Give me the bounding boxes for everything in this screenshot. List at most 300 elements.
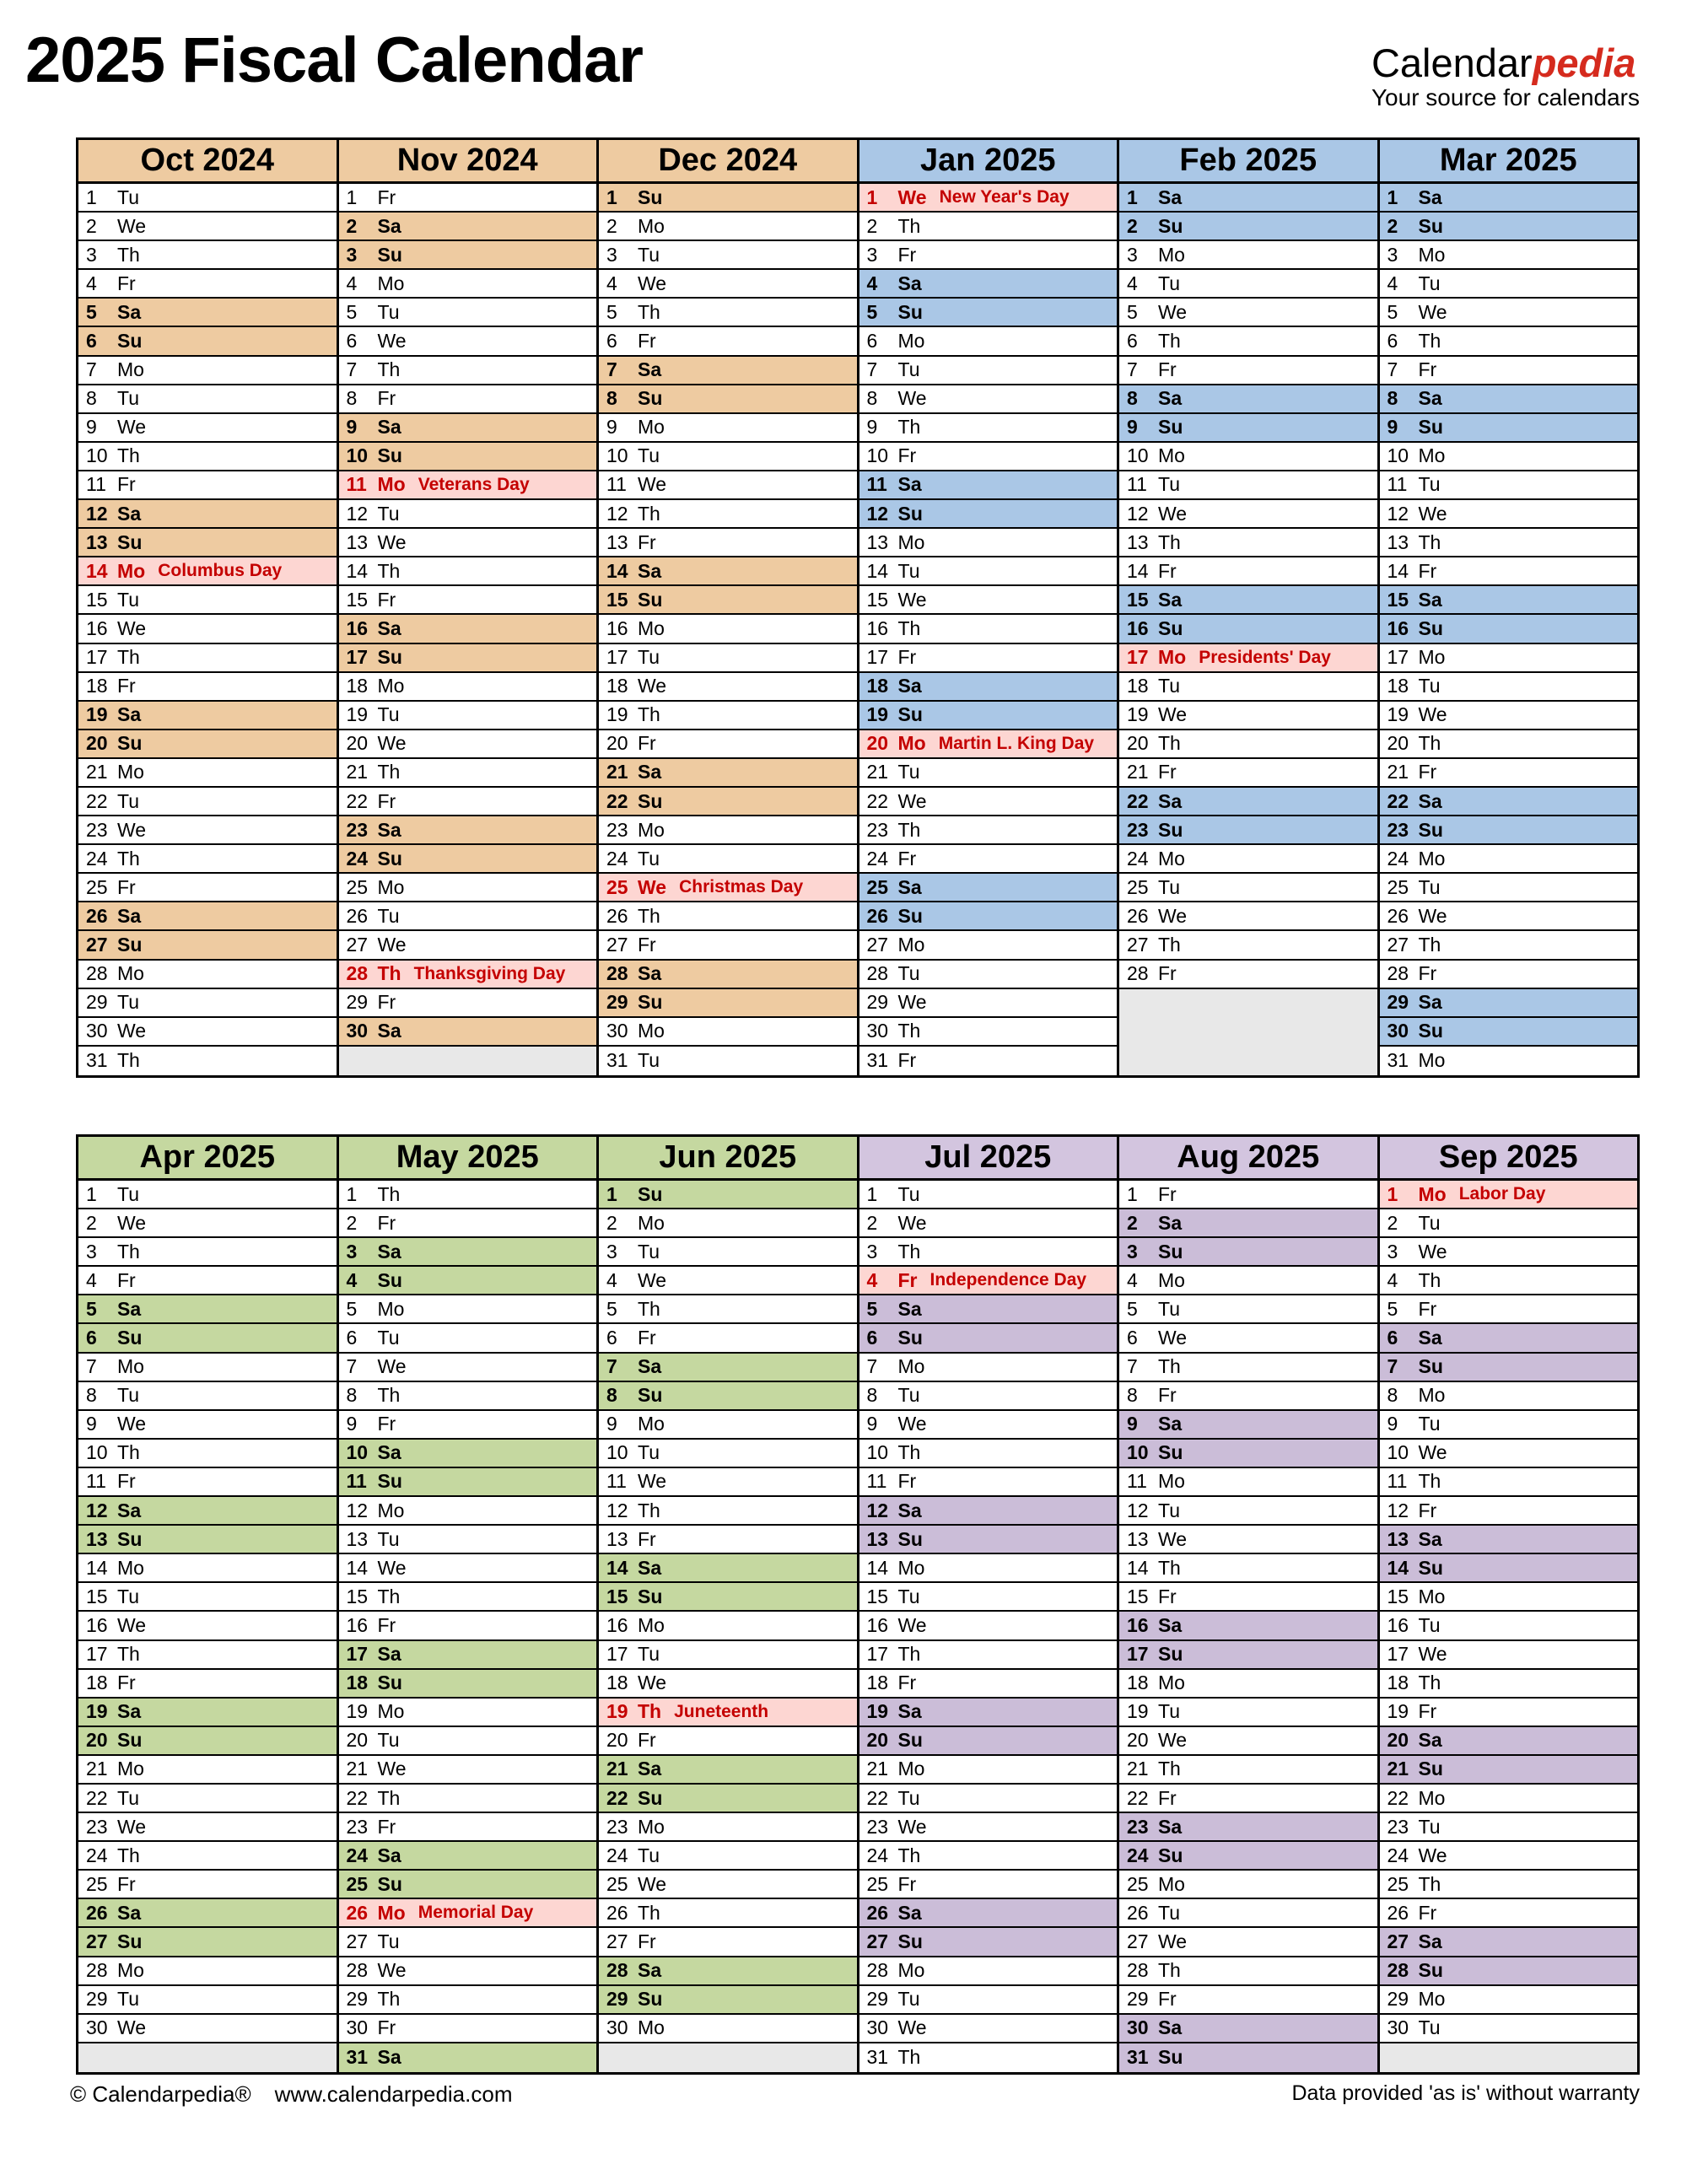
day-number: 3 [1387,1240,1398,1263]
weekday-abbr: Th [638,1297,660,1320]
day-cell [1380,673,1638,702]
day-cell [78,874,337,902]
day-number: 12 [1127,502,1149,525]
weekday-abbr: Mo [117,1758,144,1780]
day-cell [599,1209,857,1238]
day-cell [339,2043,597,2072]
day-number: 17 [1127,1643,1149,1666]
day-cell [599,1842,857,1871]
weekday-abbr: Mo [638,2016,665,2039]
day-cell [1119,615,1377,643]
day-number: 1 [86,186,97,208]
day-number: 26 [1387,1901,1409,1924]
day-number: 28 [606,962,628,985]
weekday-abbr: Tu [117,1786,139,1809]
day-number: 21 [86,761,108,783]
weekday-abbr: Sa [377,2046,401,2069]
weekday-abbr: Sa [117,300,142,323]
day-cell [599,845,857,874]
day-cell [1119,730,1377,759]
day-cell [599,414,857,443]
day-cell [339,1727,597,1756]
weekday-abbr: Mo [377,1499,405,1521]
day-cell [1119,1699,1377,1727]
weekday-abbr: Th [117,1643,140,1666]
day-cell [1119,902,1377,931]
day-number: 28 [866,1959,889,1982]
day-cell [1119,1957,1377,1986]
day-cell [339,557,597,586]
day-cell [78,2015,337,2043]
day-number: 10 [606,444,628,467]
day-number: 31 [606,1049,628,1072]
day-cell [339,1899,597,1928]
weekday-abbr: Fr [117,875,136,898]
day-number: 22 [346,1786,369,1809]
weekday-abbr: Th [117,1240,140,1263]
weekday-abbr: Th [638,904,660,927]
weekday-abbr: We [638,272,667,294]
day-number: 3 [346,1240,358,1263]
weekday-abbr: Su [638,1988,663,2011]
weekday-abbr: Fr [1158,1182,1177,1205]
weekday-abbr: Fr [1418,761,1437,783]
day-number: 23 [346,818,369,841]
day-cell [859,1756,1118,1785]
weekday-abbr: Su [1418,1959,1443,1982]
day-number: 18 [866,1672,889,1694]
day-number: 1 [606,186,617,208]
weekday-abbr: Tu [117,588,139,611]
day-cell [1380,1018,1638,1047]
day-number: 19 [346,1700,369,1723]
weekday-abbr: Sa [638,1959,662,1982]
weekday-abbr: Sa [638,1556,662,1579]
day-number: 11 [346,1470,367,1493]
day-number: 29 [86,991,108,1014]
weekday-abbr: Tu [1418,1211,1441,1234]
weekday-abbr: Th [638,1700,662,1723]
weekday-abbr: Th [1418,732,1441,755]
weekday-abbr: We [638,1872,667,1895]
weekday-abbr: Mo [117,559,146,582]
weekday-abbr: We [897,789,927,812]
day-number: 13 [1127,1527,1149,1550]
day-cell [1119,1670,1377,1699]
day-cell [1119,644,1377,673]
weekday-abbr: Su [1158,1643,1183,1666]
weekday-abbr: Th [1158,1758,1181,1780]
weekday-abbr: Sa [1418,991,1442,1014]
day-number: 11 [866,473,887,496]
day-cell [859,1047,1118,1075]
day-number: 8 [606,387,617,410]
day-cell [78,1267,337,1295]
day-cell [1380,902,1638,931]
day-cell [1119,788,1377,816]
day-cell [859,1957,1118,1986]
weekday-abbr: Th [1418,330,1441,353]
day-number: 7 [1387,358,1398,381]
day-number: 17 [346,646,369,669]
day-cell [599,471,857,500]
day-number: 4 [866,272,878,294]
weekday-abbr: We [638,473,667,496]
day-number: 30 [866,1020,889,1042]
day-number: 4 [1387,1268,1398,1291]
weekday-abbr: Sa [377,416,401,439]
weekday-abbr: Su [638,1182,663,1205]
day-cell [1119,1986,1377,2015]
day-cell [1380,357,1638,385]
weekday-abbr: Su [1158,2046,1183,2069]
weekday-abbr: Mo [1158,847,1185,870]
weekday-abbr: Sa [897,473,922,496]
day-number: 10 [86,444,108,467]
day-cell [1119,673,1377,702]
weekday-abbr: Tu [1418,473,1441,496]
weekday-abbr: Fr [1418,559,1437,582]
day-cell [859,557,1118,586]
weekday-abbr: Th [1418,1672,1441,1694]
weekday-abbr: Tu [638,1049,660,1072]
weekday-abbr: Th [377,1585,401,1607]
day-cell [599,1238,857,1267]
day-number: 7 [606,1355,617,1378]
weekday-abbr: Th [117,1844,140,1866]
day-cell [1380,1986,1638,2015]
weekday-abbr: Tu [1158,1901,1180,1924]
month-column-jul-2025 [859,1137,1120,2072]
weekday-abbr: Sa [377,818,401,841]
day-number: 27 [86,1930,108,1952]
day-number: 27 [86,933,108,956]
day-number: 7 [1127,1355,1138,1378]
day-number: 21 [86,1758,108,1780]
day-number: 10 [866,1441,889,1464]
day-number: 20 [346,1729,369,1752]
weekday-abbr: We [117,416,147,439]
day-cell [339,241,597,270]
weekday-abbr: Sa [897,1901,922,1924]
weekday-abbr: Su [897,1527,923,1550]
weekday-abbr: We [1418,1844,1447,1866]
page-title: 2025 Fiscal Calendar [25,24,643,96]
day-cell [1119,1526,1377,1554]
day-number: 25 [1127,1872,1149,1895]
day-number: 25 [86,875,108,898]
day-number: 27 [1387,933,1409,956]
day-cell [339,500,597,529]
day-cell [78,327,337,356]
weekday-abbr: Tu [1418,875,1441,898]
month-header: Jul 2025 [859,1137,1118,1181]
day-number: 14 [346,1556,369,1579]
day-cell [1119,327,1377,356]
weekday-abbr: We [1418,502,1447,525]
day-cell [78,615,337,643]
day-cell [1380,1047,1638,1075]
weekday-abbr: Fr [638,933,656,956]
day-number: 20 [1127,1729,1149,1752]
day-cell [1380,1756,1638,1785]
day-number: 15 [606,1585,628,1607]
weekday-abbr: Fr [377,588,396,611]
day-cell [78,759,337,788]
weekday-abbr: Su [1418,1556,1443,1579]
day-number: 21 [1127,761,1149,783]
weekday-abbr: Sa [1158,1211,1183,1234]
calendar-block-oct2024-mar2025 [76,137,1640,1078]
day-number: 21 [1387,1758,1409,1780]
day-cell [339,730,597,759]
day-number: 29 [866,1988,889,2011]
month-column-feb-2025 [1119,140,1380,1075]
weekday-abbr: Su [117,1327,143,1349]
day-number: 24 [1127,1844,1149,1866]
day-cell [339,1440,597,1468]
day-cell [339,1526,597,1554]
day-cell [339,1842,597,1871]
day-cell [78,1612,337,1640]
weekday-abbr: Sa [1158,789,1183,812]
day-number: 14 [606,1556,628,1579]
weekday-abbr: Tu [897,1182,920,1205]
day-number: 19 [86,703,108,726]
day-cell [339,443,597,471]
day-cell [339,270,597,299]
day-number: 25 [606,1872,628,1895]
day-number: 6 [1127,330,1138,353]
day-number: 27 [346,933,369,956]
day-number: 6 [346,330,358,353]
day-number: 12 [606,1499,628,1521]
day-cell [339,1871,597,1899]
day-number: 6 [606,330,617,353]
day-number: 2 [1127,1211,1138,1234]
day-cell [78,1382,337,1411]
day-cell [339,1468,597,1497]
day-number: 9 [86,416,97,439]
weekday-abbr: Su [1158,818,1183,841]
day-cell [599,1813,857,1842]
weekday-abbr: Mo [377,1901,406,1924]
weekday-abbr: Su [1158,1844,1183,1866]
weekday-abbr: Tu [377,1729,400,1752]
weekday-abbr: We [897,387,927,410]
weekday-abbr: Su [897,1327,923,1349]
day-number: 2 [1127,214,1138,237]
day-number: 11 [1387,473,1408,496]
day-number: 4 [866,1268,878,1291]
day-number: 11 [1127,1470,1147,1493]
weekday-abbr: Tu [117,991,139,1014]
day-number: 6 [866,330,878,353]
day-cell [859,1928,1118,1957]
weekday-abbr: Tu [117,1384,139,1407]
weekday-abbr: Fr [897,1872,917,1895]
weekday-abbr: Tu [117,1182,139,1205]
day-number: 2 [866,1211,878,1234]
day-cell [1380,184,1638,213]
day-cell [859,1267,1118,1295]
day-number: 20 [1387,1729,1409,1752]
weekday-abbr: Mo [117,1556,144,1579]
day-cell [1119,1324,1377,1353]
weekday-abbr: Th [1418,933,1441,956]
day-number: 24 [86,847,108,870]
day-number: 16 [606,616,628,639]
logo-brand [1371,42,1640,83]
weekday-abbr: Fr [897,847,917,870]
day-cell [859,1181,1118,1209]
day-number: 5 [866,1297,878,1320]
day-cell [78,1986,337,2015]
weekday-abbr: Mo [1418,1988,1446,2011]
weekday-abbr: Tu [117,1585,139,1607]
weekday-abbr: Su [377,847,402,870]
day-number: 4 [86,272,97,294]
weekday-abbr: Tu [897,559,920,582]
day-number: 20 [86,1729,108,1752]
day-number: 13 [86,530,108,553]
weekday-abbr: Su [377,1470,402,1493]
day-number: 18 [1127,675,1149,697]
day-number: 2 [86,1211,97,1234]
day-cell [339,1612,597,1640]
weekday-abbr: Sa [1158,186,1183,208]
weekday-abbr: Tu [117,1988,139,2011]
day-number: 30 [346,2016,369,2039]
day-number: 22 [1387,1786,1409,1809]
day-number: 5 [86,300,97,323]
weekday-abbr: We [638,1470,667,1493]
day-cell [78,385,337,414]
weekday-abbr: Mo [638,616,665,639]
weekday-abbr: Tu [897,1786,920,1809]
day-number: 23 [866,818,889,841]
day-cell [859,357,1118,385]
day-number: 8 [346,1384,358,1407]
weekday-abbr: Su [897,904,923,927]
day-cell [599,1641,857,1670]
weekday-abbr: Su [377,243,402,266]
weekday-abbr: Tu [1418,272,1441,294]
holiday-label: Labor Day [1458,1184,1546,1204]
day-cell [1119,1583,1377,1612]
day-cell [859,702,1118,730]
day-cell [1380,1727,1638,1756]
day-number: 9 [606,416,617,439]
day-number: 13 [1387,530,1409,553]
day-number: 16 [346,616,369,639]
month-column-nov-2024 [339,140,600,1075]
empty-day-cell [1119,1018,1377,1047]
day-cell [339,874,597,902]
day-number: 9 [1387,416,1398,439]
weekday-abbr: We [377,530,407,553]
weekday-abbr: Sa [638,1758,662,1780]
day-number: 12 [346,502,369,525]
day-number: 4 [1387,272,1398,294]
day-number: 4 [606,1268,617,1291]
day-number: 8 [866,387,878,410]
day-number: 29 [1387,991,1409,1014]
day-number: 12 [1127,1499,1149,1521]
weekday-abbr: Tu [638,1441,660,1464]
day-cell [599,1785,857,1813]
weekday-abbr: We [897,1815,927,1838]
day-cell [859,1699,1118,1727]
weekday-abbr: Su [117,330,143,353]
day-number: 19 [1127,1700,1149,1723]
day-number: 19 [346,703,369,726]
day-cell [339,1928,597,1957]
weekday-abbr: Fr [117,1268,136,1291]
day-number: 13 [346,530,369,553]
day-cell [78,1238,337,1267]
weekday-abbr: Mo [897,1758,925,1780]
weekday-abbr: Tu [638,646,660,669]
day-cell [859,902,1118,931]
day-number: 15 [86,588,108,611]
day-number: 26 [86,904,108,927]
weekday-abbr: Su [638,1585,663,1607]
weekday-abbr: Sa [377,1643,401,1666]
day-cell [1380,644,1638,673]
day-cell [339,902,597,931]
day-number: 19 [606,703,628,726]
day-cell [339,1957,597,1986]
day-number: 26 [606,1901,628,1924]
weekday-abbr: Mo [117,1959,144,1982]
day-number: 14 [1387,559,1409,582]
day-cell [1119,816,1377,845]
day-cell [1380,414,1638,443]
weekday-abbr: Th [1158,1959,1181,1982]
day-number: 29 [866,991,889,1014]
day-number: 21 [1387,761,1409,783]
weekday-abbr: Mo [897,732,926,755]
holiday-label: Christmas Day [679,877,804,897]
day-number: 27 [606,933,628,956]
weekday-abbr: Sa [377,214,401,237]
day-cell [339,327,597,356]
weekday-abbr: Th [897,1441,921,1464]
weekday-abbr: Su [377,1268,402,1291]
day-cell [859,673,1118,702]
day-number: 26 [346,904,369,927]
day-number: 9 [606,1413,617,1435]
day-cell [859,874,1118,902]
month-header: Dec 2024 [599,140,857,184]
day-number: 20 [606,732,628,755]
day-number: 9 [866,416,878,439]
day-number: 2 [1387,1211,1398,1234]
day-number: 10 [866,444,889,467]
day-cell [78,213,337,241]
day-number: 16 [86,616,108,639]
day-cell [599,759,857,788]
day-number: 11 [606,1470,627,1493]
holiday-label: Martin L. King Day [938,733,1095,753]
day-number: 14 [606,559,628,582]
day-number: 31 [1387,1049,1409,1072]
day-cell [859,213,1118,241]
weekday-abbr: Sa [897,675,922,697]
weekday-abbr: We [377,1556,407,1579]
day-cell [1119,1641,1377,1670]
